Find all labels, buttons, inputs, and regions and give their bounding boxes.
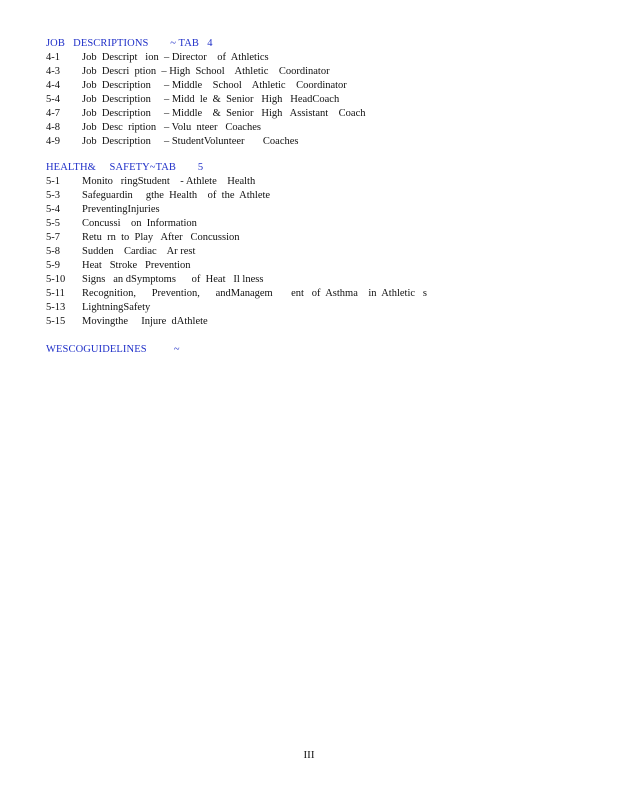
list-item — [46, 287, 586, 301]
entry-title: Heat Stroke Prevention — [82, 260, 191, 271]
entry-title: Job Descript ion – Director of Athletics — [82, 52, 269, 63]
entry-number: 4-8 — [46, 122, 60, 133]
entry-number: 5-4 — [46, 204, 60, 215]
entry-number: 5-7 — [46, 232, 60, 243]
entry-number: 4-3 — [46, 66, 60, 77]
entry-number: 4-1 — [46, 52, 60, 63]
entry-title: Retu rn to Play After Concussion — [82, 232, 240, 243]
entry-number: 5-9 — [46, 260, 60, 271]
entry-list — [46, 51, 586, 149]
list-item — [46, 65, 586, 79]
list-item — [46, 245, 586, 259]
entry-title: Job Description – StudentVolunteer Coaches — [82, 136, 299, 147]
entry-number: 5-10 — [46, 274, 66, 285]
entry-title: Job Description – Middle School Athletic Coordinator — [82, 80, 347, 91]
entry-title: Monito ringStudent - Athlete Health — [82, 176, 256, 187]
list-item — [46, 315, 586, 329]
list-item — [46, 51, 586, 65]
list-item — [46, 135, 586, 149]
entry-title: Recognition, Prevention, andManagem ent of Asthma in Athletic s — [82, 288, 427, 299]
list-item — [46, 107, 586, 121]
page-number: III — [303, 749, 315, 761]
section-job-descriptions — [46, 37, 586, 149]
entry-title: Job Description – Midd le & Senior High HeadCoach — [82, 94, 340, 105]
list-item — [46, 231, 586, 245]
entry-title: Safeguardin gthe Health of the Athlete — [82, 190, 271, 201]
entry-number: 4-9 — [46, 136, 60, 147]
entry-number: 5-8 — [46, 246, 60, 257]
entry-title: Signs an dSymptoms of Heat Il lness — [82, 274, 264, 285]
entry-number: 4-4 — [46, 80, 60, 91]
entry-number: 5-5 — [46, 218, 60, 229]
list-item — [46, 79, 586, 93]
list-item — [46, 175, 586, 189]
list-item — [46, 273, 586, 287]
entry-title: PreventingInjuries — [82, 204, 160, 215]
entry-number: 4-7 — [46, 108, 60, 119]
entry-number: 5-3 — [46, 190, 60, 201]
section-heading: JOB DESCRIPTIONS ~ TAB 4 — [46, 38, 213, 49]
entry-number: 5-11 — [46, 288, 65, 299]
entry-title: Movingthe Injure dAthlete — [82, 316, 208, 327]
entry-title: Job Description – Middle & Senior High Assistant Coach — [82, 108, 366, 119]
section-heading: WESCOGUIDELINES ~ — [46, 344, 180, 355]
section-wesco-guidelines — [46, 343, 586, 357]
entry-title: Sudden Cardiac Ar rest — [82, 246, 196, 257]
list-item — [46, 217, 586, 231]
section-heading: HEALTH& SAFETY~TAB 5 — [46, 162, 204, 173]
entry-title: Job Desc ription – Volu nteer Coaches — [82, 122, 261, 133]
list-item — [46, 121, 586, 135]
list-item — [46, 189, 586, 203]
entry-number: 5-13 — [46, 302, 66, 313]
list-item — [46, 93, 586, 107]
entry-title: LightningSafety — [82, 302, 151, 313]
list-item — [46, 301, 586, 315]
entry-title: Job Descri ption – High School Athletic Coordinator — [82, 66, 330, 77]
entry-title: Concussi on Information — [82, 218, 197, 229]
list-item — [46, 203, 586, 217]
list-item — [46, 259, 586, 273]
entry-number: 5-15 — [46, 316, 66, 327]
entry-number: 5-1 — [46, 176, 60, 187]
entry-list — [46, 175, 586, 329]
section-health-safety — [46, 161, 586, 329]
entry-number: 5-4 — [46, 94, 60, 105]
